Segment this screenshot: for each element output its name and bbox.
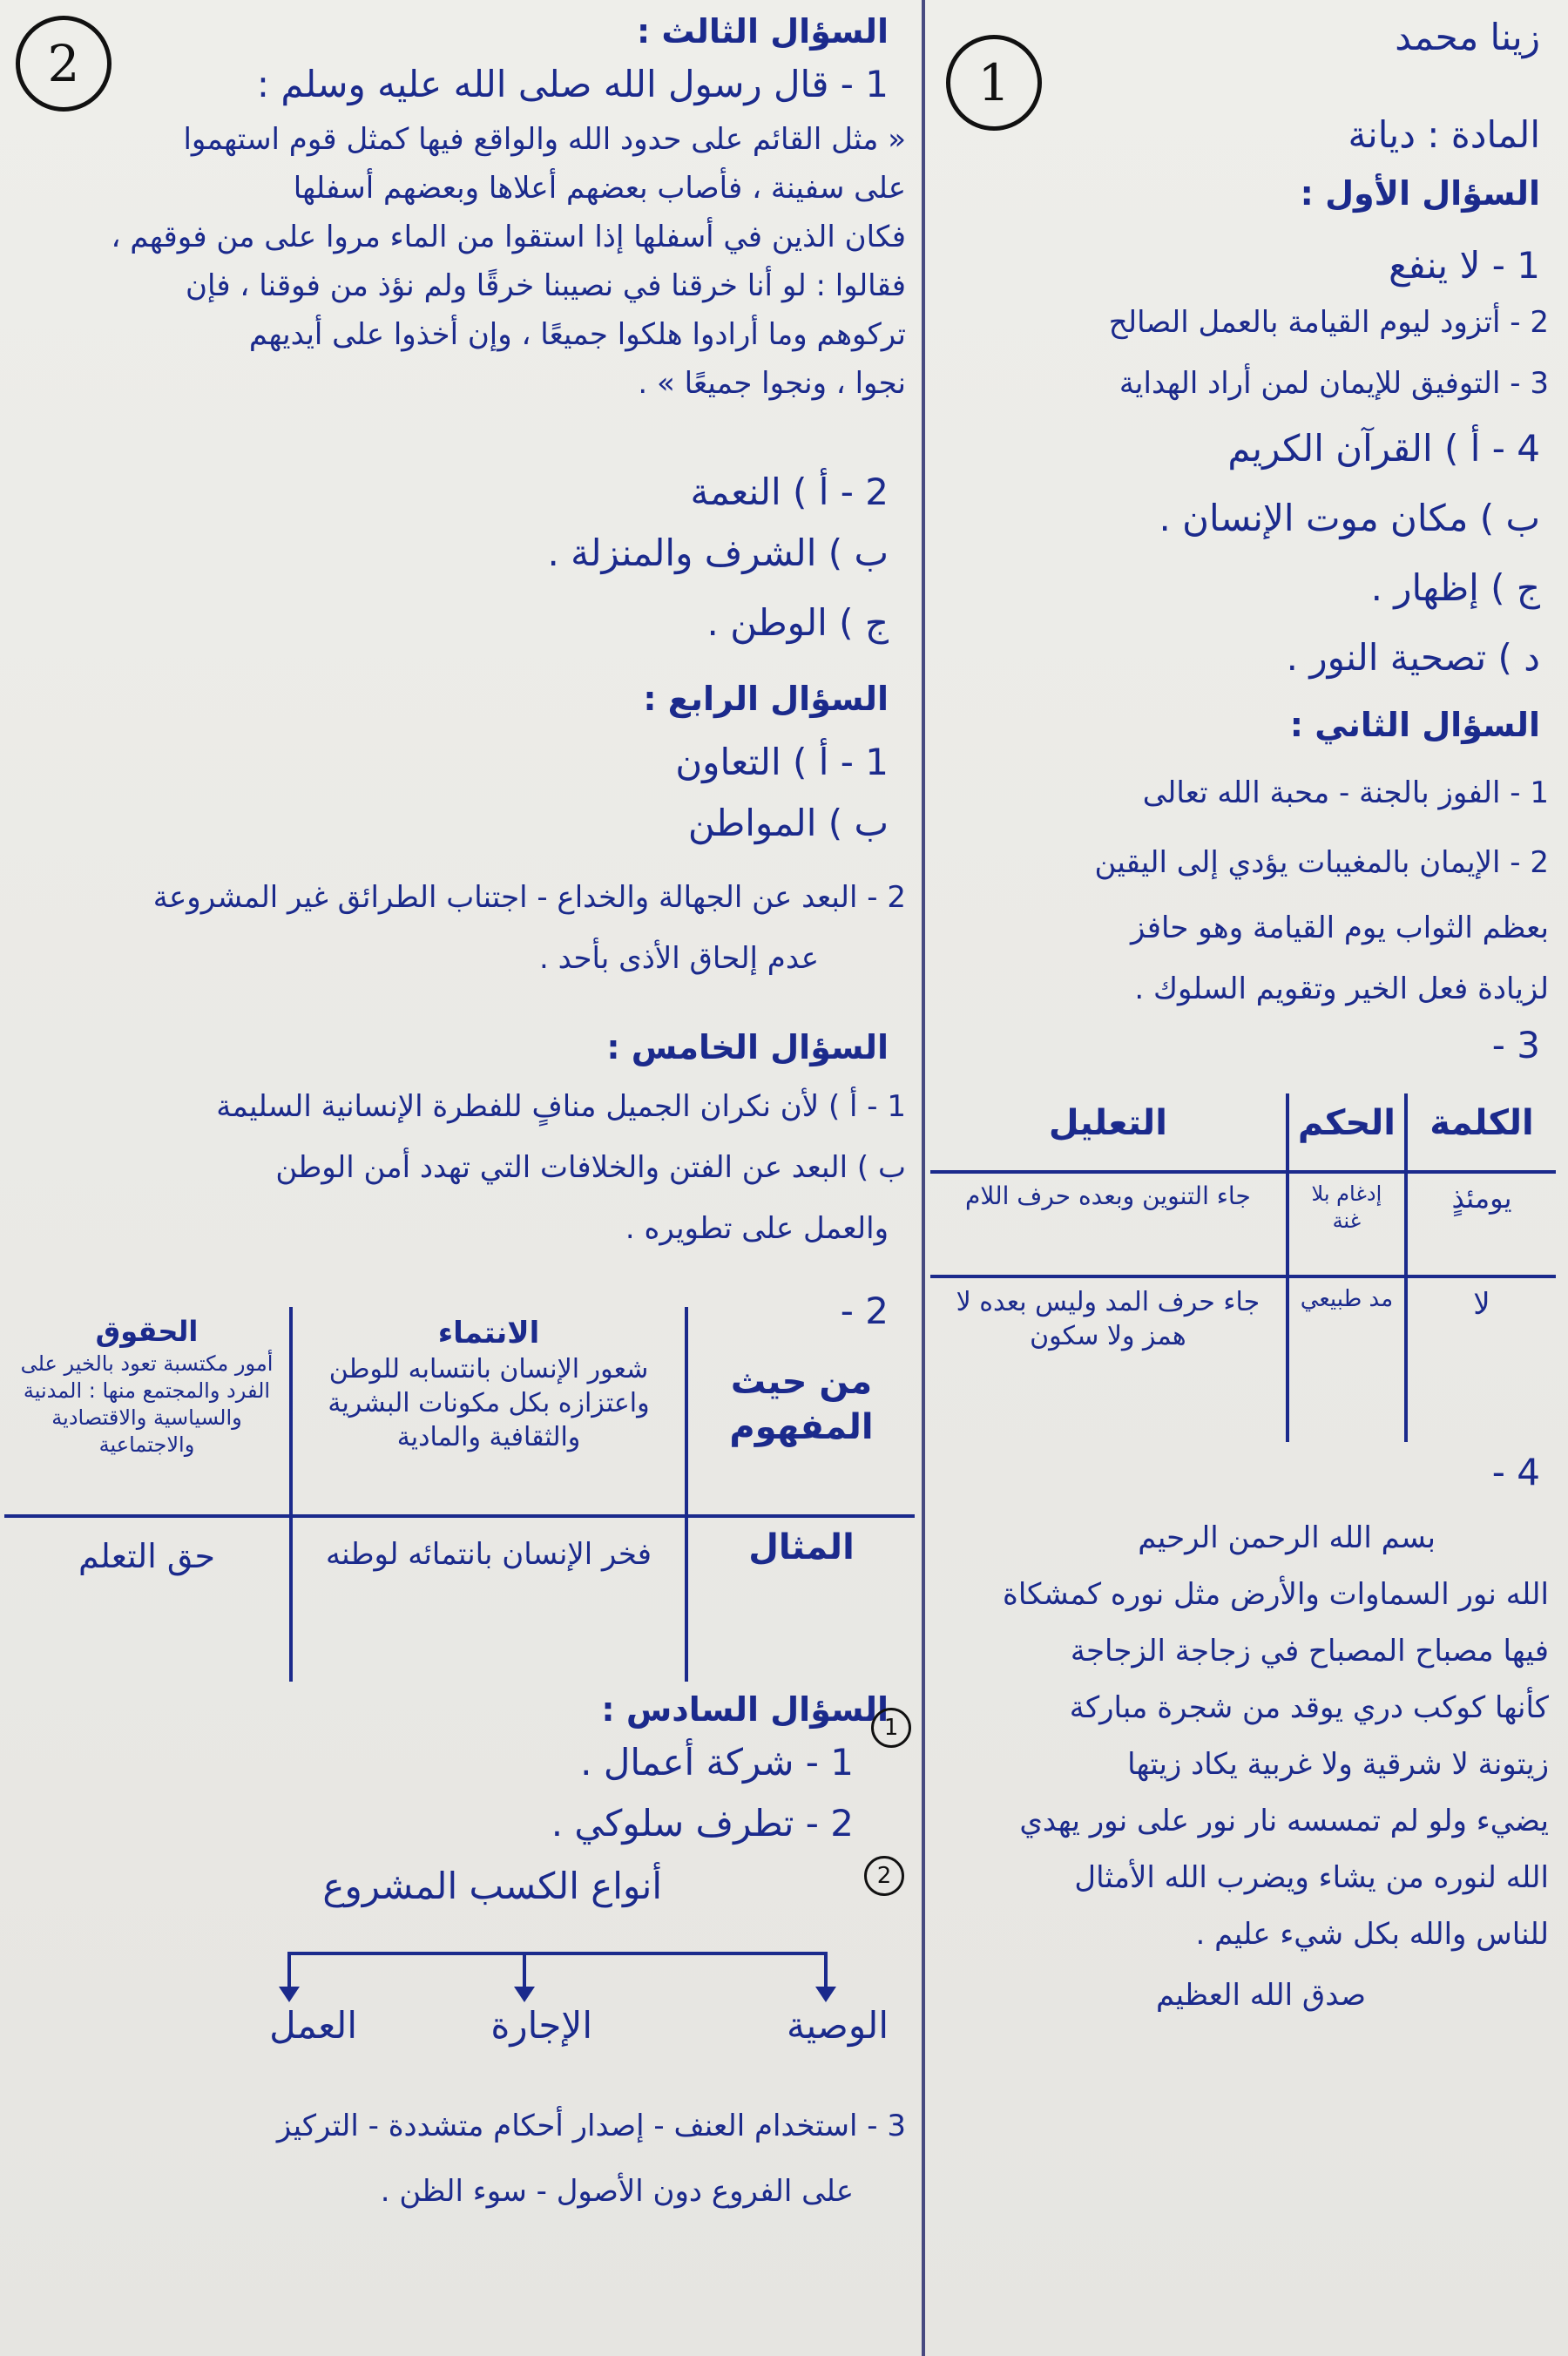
hadith-intro: 1 - قال رسول الله صلى الله عليه وسلم : (256, 63, 889, 105)
tree-node-2: الإجارة (490, 2004, 592, 2047)
q4-2-cont: عدم إلحاق الأذى بأحد . (539, 941, 819, 976)
q1-4c: ج ) إظهار . (1370, 566, 1540, 609)
rights-title: الحقوق (95, 1315, 199, 1348)
q6-title: السؤال السادس : (601, 1690, 889, 1729)
tree-bar (287, 1952, 828, 1955)
q2-2: 2 - الإيمان بالمغيبات يؤدي إلى اليقين (1094, 845, 1549, 880)
subject-line: المادة : ديانة (1348, 113, 1540, 156)
hadith-line-4: فقالوا : لو أنا خرقنا في نصيبنا خرقًا ولم نؤذ من فوقنا ، فإن (186, 268, 906, 303)
q1-title: السؤال الأول : (1300, 174, 1540, 213)
row1-word: يومئذٍ (1406, 1172, 1556, 1276)
q5-title: السؤال الخامس : (606, 1028, 889, 1066)
page-number-right: 1 (946, 35, 1042, 131)
rights-concept-cell (4, 1307, 291, 1516)
belonging-concept-cell (291, 1307, 686, 1516)
q1-4d: د ) تصحية النور . (1286, 636, 1540, 679)
page-divider (922, 0, 925, 2356)
student-name: زينا محمد (1395, 16, 1540, 58)
hadith-line-3: فكان الذين في أسفلها إذا استقوا من الماء مروا على من فوقهم ، (111, 220, 906, 254)
q6-3-line-2: على الفروع دون الأصول - سوء الظن . (380, 2174, 854, 2209)
verse-line-2: فيها مصباح المصباح في زجاجة الزجاجة (1070, 1634, 1549, 1669)
hadith-line-6: نجوا ، ونجوا جميعًا » . (638, 366, 906, 401)
rights-example: حق التعلم (4, 1516, 291, 1682)
hadith-line-5: تركوهم وما أرادوا هلكوا جميعًا ، وإن أخذوا على أيديهم (248, 317, 906, 352)
verse-closing: صدق الله العظيم (1156, 1978, 1366, 2013)
verse-line-6: الله لنوره من يشاء ويضرب الله الأمثال (1074, 1860, 1549, 1895)
q6-3-line-1: 3 - استخدام العنف - إصدار أحكام متشددة - التركيز (276, 2109, 906, 2143)
col-word: الكلمة (1406, 1093, 1556, 1172)
q5-1b-cont: والعمل على تطويره . (625, 1211, 889, 1246)
q3-2b: ب ) الشرف والمنزلة . (547, 531, 889, 574)
col-ruling: الحكم (1288, 1093, 1406, 1172)
q2-2-cont-1: بعظم الثواب يوم القيامة وهو حافز (1131, 911, 1549, 945)
rights-definition: أمور مكتسبة تعود بالخير على الفرد والمجتمع منها : المدنية والسياسية والاقتصادية والاجتماعية (20, 1351, 274, 1458)
tree-title: أنواع الكسب المشروع (322, 1865, 662, 1907)
q1-3: 3 - التوفيق للإيمان لمن أراد الهداية (1119, 366, 1549, 401)
tree-stem-right (287, 1952, 291, 1987)
q2-1: 1 - الفوز بالجنة - محبة الله تعالى (1142, 775, 1549, 810)
tajweed-table (930, 1093, 1556, 1442)
row1-reason: جاء التنوين وبعده حرف اللام (930, 1172, 1288, 1276)
q3-title: السؤال الثالث : (636, 12, 889, 51)
q4-2: 2 - البعد عن الجهالة والخداع - اجتناب الطرائق غير المشروعة (152, 880, 906, 915)
q4-title: السؤال الرابع : (643, 680, 889, 718)
verse-line-1: الله نور السماوات والأرض مثل نوره كمشكاة (1003, 1577, 1549, 1612)
q2-3-label: 3 - (1491, 1024, 1540, 1066)
verse-basmala: بسم الله الرحمن الرحيم (1138, 1520, 1436, 1555)
arrow-down-icon (279, 1987, 300, 2002)
row-header-example: المثال (686, 1516, 915, 1682)
q5-2-label: 2 - (840, 1290, 889, 1332)
arrow-down-icon (815, 1987, 836, 2002)
tree-stem-middle (523, 1952, 526, 1987)
belonging-example: فخر الإنسان بانتمائه لوطنه (291, 1516, 686, 1682)
belonging-definition: شعور الإنسان بانتسابه للوطن واعتزازه بكل مكونات البشرية والثقافية والمادية (328, 1354, 650, 1453)
q4-1a: 1 - أ ) التعاون (675, 741, 889, 783)
row2-reason: جاء حرف المد وليس بعده لا همز ولا سكون (930, 1276, 1288, 1442)
hadith-line-2: على سفينة ، فأصاب بعضهم أعلاها وبعضهم أسفلها (293, 171, 906, 206)
tree-node-3: العمل (269, 2004, 357, 2047)
belonging-title: الانتماء (437, 1316, 540, 1351)
q2-2-cont-2: لزيادة فعل الخير وتقويم السلوك . (1134, 972, 1549, 1006)
page-number-left: 2 (16, 16, 112, 112)
q4-1b: ب ) المواطن (687, 802, 889, 844)
comparison-table (4, 1307, 915, 1682)
verse-line-3: كأنها كوكب دري يوقد من شجرة مباركة (1069, 1690, 1549, 1725)
row2-ruling: مد طبيعي (1288, 1276, 1406, 1442)
q6-1-circle: 1 (871, 1708, 911, 1748)
q6-1-2: 2 - تطرف سلوكي . (551, 1802, 854, 1845)
q5-1a: 1 - أ ) لأن نكران الجميل منافٍ للفطرة الإنسانية السليمة (216, 1089, 906, 1124)
q1-4b: ب ) مكان موت الإنسان . (1159, 497, 1540, 539)
q1-1: 1 - لا ينفع (1389, 244, 1540, 287)
tree-stem-left (824, 1952, 828, 1987)
row1-ruling: إدغام بلا غنة (1288, 1172, 1406, 1276)
col-reason: التعليل (930, 1093, 1288, 1172)
tree-node-1: الوصية (786, 2004, 889, 2047)
q2-title: السؤال الثاني : (1289, 706, 1540, 744)
right-page (930, 0, 1558, 2356)
hadith-line-1: « مثل القائم على حدود الله والواقع فيها كمثل قوم استهموا (183, 122, 906, 157)
row-header-concept: من حيث المفهوم (686, 1307, 915, 1516)
q5-1b: ب ) البعد عن الفتن والخلافات التي تهدد أمن الوطن (275, 1150, 906, 1185)
q3-2a: 2 - أ ) النعمة (690, 471, 889, 513)
verse-line-4: زيتونة لا شرقية ولا غربية يكاد زيتها (1127, 1747, 1549, 1782)
q1-2: 2 - أتزود ليوم القيامة بالعمل الصالح (1108, 305, 1549, 340)
q6-2-circle: 2 (864, 1856, 904, 1896)
verse-line-7: للناس والله بكل شيء عليم . (1195, 1917, 1549, 1952)
q3-2c: ج ) الوطن . (706, 601, 889, 644)
row2-word: لا (1406, 1276, 1556, 1442)
q4-label-right: 4 - (1491, 1451, 1540, 1493)
q1-4a: 4 - أ ) القرآن الكريم (1227, 427, 1540, 470)
q6-1-1: 1 - شركة أعمال . (580, 1741, 854, 1784)
arrow-down-icon (514, 1987, 535, 2002)
verse-line-5: يضيء ولو لم تمسسه نار نور على نور يهدي (1019, 1804, 1549, 1838)
